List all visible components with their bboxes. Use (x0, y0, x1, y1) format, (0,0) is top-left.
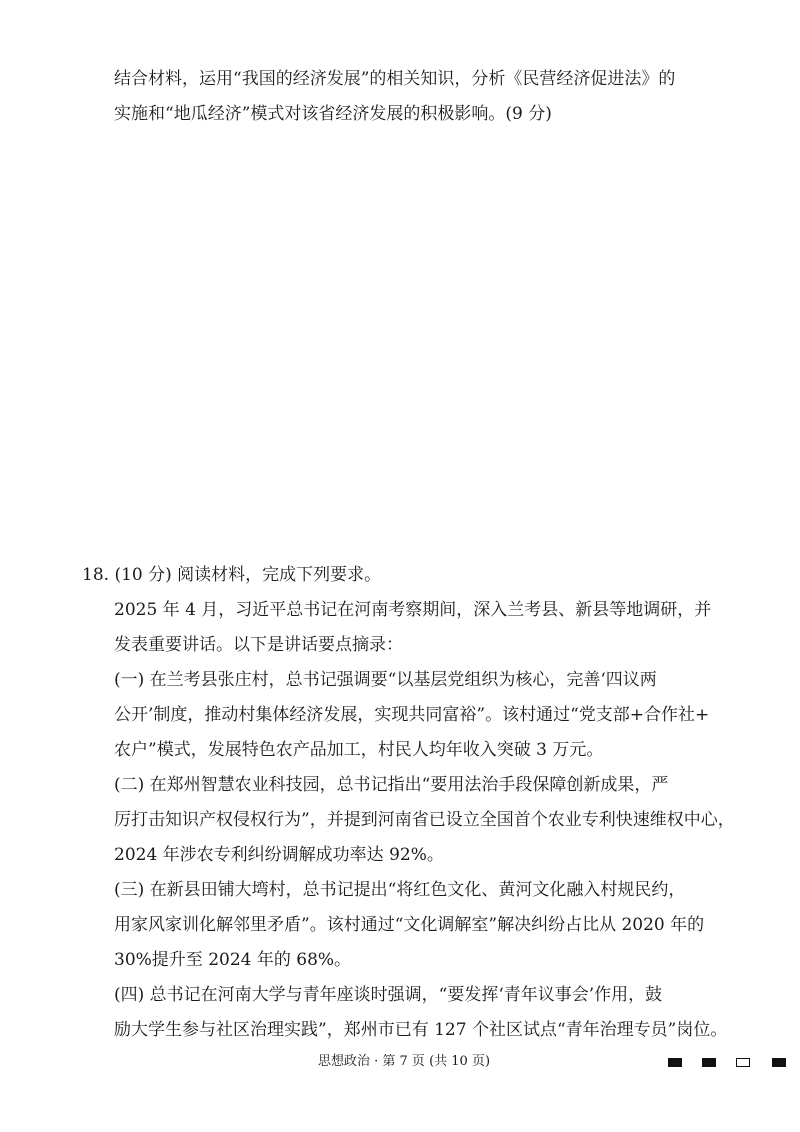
text-line: 励大学生参与社区治理实践”，郑州市已有 127 个社区试点“青年治理专员”岗位。 (114, 1020, 728, 1040)
text-line: 公开’制度，推动村集体经济发展，实现共同富裕”。该村通过“党支部+合作社+ (114, 705, 710, 725)
text-line: 2025 年 4 月，习近平总书记在河南考察期间，深入兰考县、新县等地调研，并 (114, 600, 712, 620)
text-line: 30%提升至 2024 年的 68%。 (114, 950, 352, 970)
text-line: (一) 在兰考县张庄村，总书记强调要“以基层党组织为核心，完善‘四议两 (114, 670, 657, 690)
text-line: 结合材料，运用“我国的经济发展”的相关知识，分析《民营经济促进法》的 (114, 69, 676, 89)
text-line: 2024 年涉农专利纠纷调解成功率达 92%。 (114, 845, 444, 865)
material-point-1 (114, 663, 709, 768)
text-line: 实施和“地瓜经济”模式对该省经济发展的积极影响。(9 分) (114, 104, 552, 124)
filled-square-mark (772, 1058, 786, 1067)
material-intro (114, 593, 711, 663)
text-line: (四) 总书记在河南大学与青年座谈时强调，“要发挥‘青年议事会’作用，鼓 (114, 985, 663, 1005)
material-point-4 (114, 978, 727, 1048)
text-line: 发表重要讲话。以下是讲话要点摘录： (114, 635, 403, 655)
text-line: 用家风家训化解邻里矛盾”。该村通过“文化调解室”解决纠纷占比从 2020 年的 (114, 915, 705, 935)
text-line: (三) 在新县田铺大塆村，总书记提出“将红色文化、黄河文化融入村规民约， (114, 880, 686, 900)
previous-question-prompt (114, 62, 675, 132)
material-point-2 (114, 768, 735, 873)
filled-square-mark (702, 1058, 716, 1067)
filled-square-mark (668, 1058, 682, 1067)
material-point-3 (114, 873, 704, 978)
footer-page-info: 思想政治 · 第 7 页 (共 10 页) (318, 1054, 491, 1069)
hollow-square-mark (736, 1058, 750, 1067)
text-line: (二) 在郑州智慧农业科技园，总书记指出“要用法治手段保障创新成果，严 (114, 775, 669, 795)
text-line: 厉打击知识产权侵权行为”，并提到河南省已设立全国首个农业专利快速维权中心， (114, 810, 735, 830)
question-header-text: 18. (10 分) 阅读材料，完成下列要求。 (82, 565, 382, 585)
text-line: 农户”模式，发展特色农产品加工，村民人均年收入突破 3 万元。 (114, 740, 604, 760)
page-footer (318, 1052, 490, 1072)
question-18-header (82, 558, 381, 593)
